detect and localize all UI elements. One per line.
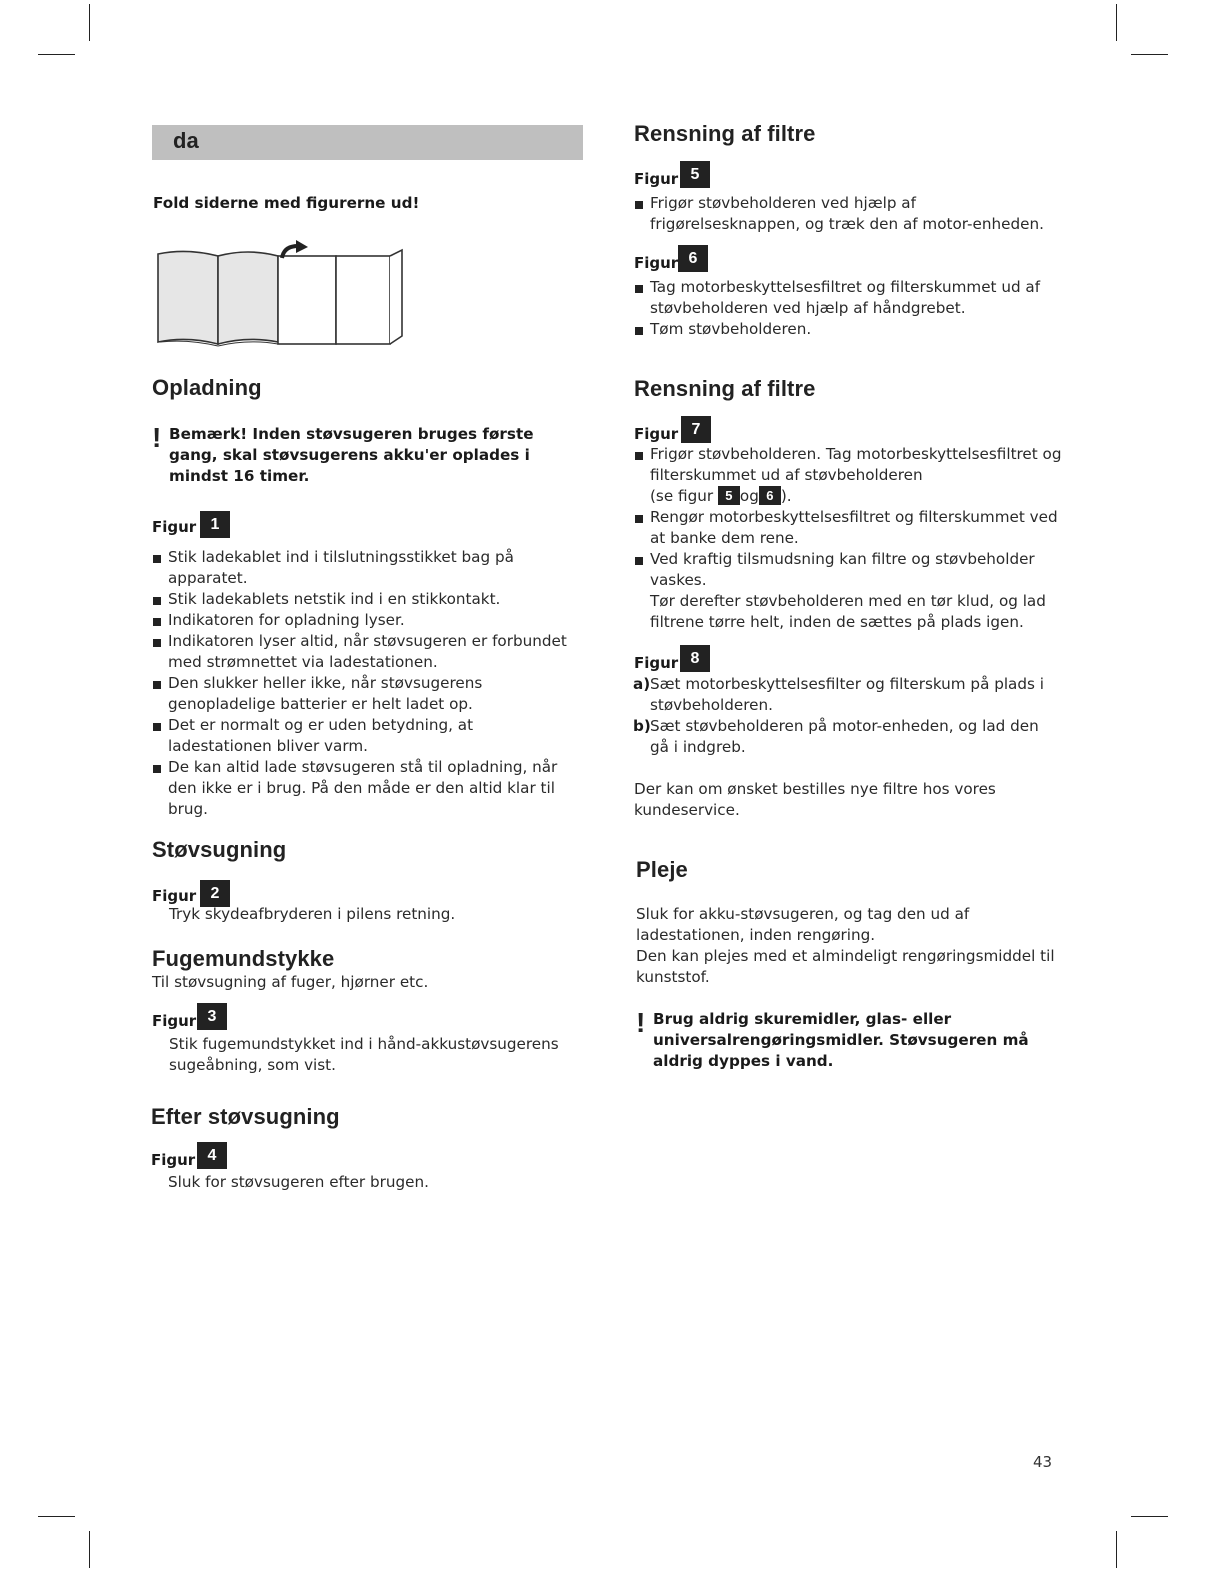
crop-mark xyxy=(89,4,90,41)
fugemundstykke-text: Stik fugemundstykket ind i hånd-akkustøvsugerens sugeåbning, som vist. xyxy=(169,1035,559,1074)
warning-icon: ! xyxy=(152,422,162,453)
opladning-heading: Opladning xyxy=(152,375,262,400)
figur-label: Figur xyxy=(634,254,679,272)
fig5-steps-list xyxy=(634,193,1064,235)
figure-number: 6 xyxy=(759,486,781,505)
warning-text: Brug aldrig skuremidler, glas- eller universalrengøringsmidler. Støvsugeren må aldrig dyppes i vand. xyxy=(653,1010,1029,1070)
figure-ref-5 xyxy=(634,161,754,189)
warning-icon: ! xyxy=(636,1007,646,1038)
step-label: a) xyxy=(633,675,651,693)
step-text: Sæt støvbeholderen på motor-enheden, og lad den gå i indgreb. xyxy=(650,717,1039,756)
fugemundstykke-heading: Fugemundstykke xyxy=(152,946,335,971)
efter-heading: Efter støvsugning xyxy=(151,1104,340,1129)
figur-label: Figur xyxy=(634,654,679,672)
crop-mark xyxy=(38,1516,75,1517)
figure-number: 5 xyxy=(718,486,740,505)
figur-label: Figur xyxy=(152,1012,197,1030)
list-item: Rengør motorbeskyttelsesfiltret og filterskummet ved at banke dem rene. xyxy=(634,507,1064,549)
figur-label: Figur xyxy=(634,170,679,188)
figure-number: 5 xyxy=(680,161,710,188)
figure-ref-1 xyxy=(152,511,272,539)
fold-out-illustration xyxy=(152,238,412,350)
figure-number: 1 xyxy=(200,511,230,538)
step-text: Sæt motorbeskyttelsesfilter og filterskum på plads i støvbeholderen. xyxy=(650,675,1044,714)
fugemundstykke-intro: Til støvsugning af fuger, hjørner etc. xyxy=(152,973,429,991)
list-item: Det er normalt og er uden betydning, at ladestationen bliver varm. xyxy=(152,715,572,757)
pleje-heading: Pleje xyxy=(636,857,688,882)
list-item: Indikatoren lyser altid, når støvsugeren er forbundet med strømnettet via ladestationen. xyxy=(152,631,572,673)
figure-number: 7 xyxy=(681,416,711,443)
list-item: De kan altid lade støvsugeren stå til opladning, når den ikke er i brug. På den måde er den altid klar til brug. xyxy=(152,757,572,820)
order-note: Der kan om ønsket bestilles nye filtre hos vores kundeservice. xyxy=(634,780,996,819)
list-item: Stik ladekablet ind i tilslutningsstikket bag på apparatet. xyxy=(152,547,572,589)
figur-label: Figur xyxy=(634,425,679,443)
figur-label: Figur xyxy=(152,518,197,536)
rensning-heading-2: Rensning af filtre xyxy=(634,376,816,401)
rensning-heading-1: Rensning af filtre xyxy=(634,121,816,146)
list-item: Frigør støvbeholderen ved hjælp af frigørelsesknappen, og træk den af motor-enheden. xyxy=(634,193,1064,235)
warning-text: Bemærk! Inden støvsugeren bruges første gang, skal støvsugerens akku'er oplades i mindst 16 timer. xyxy=(169,425,534,485)
figure-ref-7 xyxy=(634,416,754,444)
figure-ref-8 xyxy=(634,645,754,673)
page-number: 43 xyxy=(1033,1453,1053,1471)
stovsugning-text: Tryk skydeafbryderen i pilens retning. xyxy=(169,905,456,923)
charging-steps-list xyxy=(152,547,572,820)
language-tag: da xyxy=(173,128,199,153)
list-item: Tag motorbeskyttelsesfiltret og filterskummet ud af støvbeholderen ved hjælp af håndgrebet. xyxy=(634,277,1064,319)
figure-number: 8 xyxy=(680,645,710,672)
crop-mark xyxy=(1131,54,1168,55)
figure-ref-3 xyxy=(152,1003,272,1031)
crop-mark xyxy=(1116,4,1117,41)
pleje-text-2: Den kan plejes med et almindeligt rengøringsmiddel til kunststof. xyxy=(636,947,1055,986)
figur-label: Figur xyxy=(151,1151,196,1169)
crop-mark xyxy=(1116,1531,1117,1568)
fig6-steps-list xyxy=(634,277,1064,340)
fold-note: Fold siderne med figurerne ud! xyxy=(153,194,420,212)
pleje-text-1: Sluk for akku-støvsugeren, og tag den ud af ladestationen, inden rengøring. xyxy=(636,905,970,944)
language-bar xyxy=(152,125,583,160)
figure-reference: (se figur 5 og 6 ). xyxy=(650,487,792,505)
figure-number: 4 xyxy=(197,1142,227,1169)
list-item-text: Frigør støvbeholderen. Tag motorbeskyttelsesfiltret og filterskummet ud af støvbeholderen xyxy=(650,445,1062,484)
list-item: Stik ladekablets netstik ind i en stikkontakt. xyxy=(152,589,572,610)
efter-text: Sluk for støvsugeren efter brugen. xyxy=(168,1173,429,1191)
list-item: Ved kraftig tilsmudsning kan filtre og støvbeholder vaskes. Tør derefter støvbeholderen med en tør klud, og lad filtrene tørre helt, inden de sættes på plads igen. xyxy=(634,549,1064,633)
fig7-steps-list xyxy=(634,444,1064,633)
crop-mark xyxy=(1131,1516,1168,1517)
stovsugning-heading: Støvsugning xyxy=(152,837,287,862)
list-item: Den slukker heller ikke, når støvsugerens genopladelige batterier er helt ladet op. xyxy=(152,673,572,715)
figure-ref-4 xyxy=(151,1142,271,1170)
figure-ref-6 xyxy=(634,245,754,273)
figur-label: Figur xyxy=(152,887,197,905)
crop-mark xyxy=(89,1531,90,1568)
list-item: Tøm støvbeholderen. xyxy=(634,319,1064,340)
figure-number: 3 xyxy=(197,1003,227,1030)
list-item: Indikatoren for opladning lyser. xyxy=(152,610,572,631)
crop-mark xyxy=(38,54,75,55)
figure-number: 2 xyxy=(200,880,230,907)
list-item xyxy=(634,444,1064,507)
step-label: b) xyxy=(633,717,651,735)
figure-number: 6 xyxy=(678,245,708,272)
